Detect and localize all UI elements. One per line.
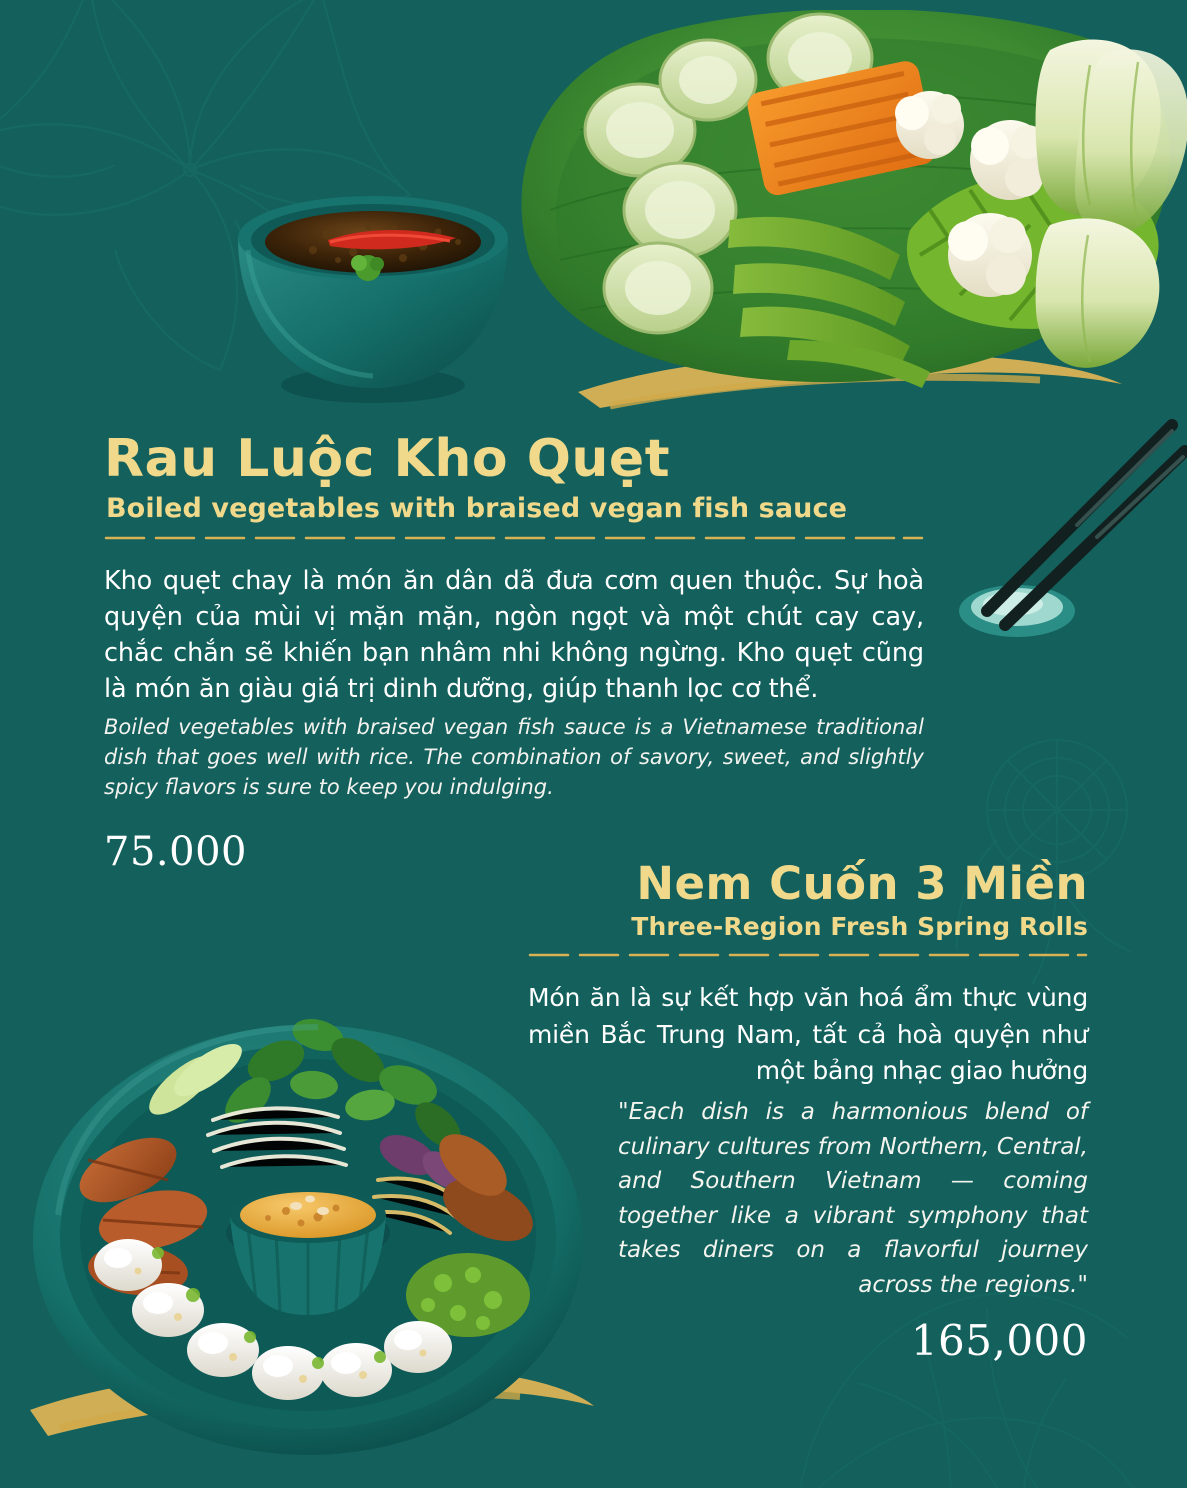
dish-1-subtitle: Boiled vegetables with braised vegan fish sauce: [106, 492, 847, 524]
dish-1-price: 75.000: [104, 828, 247, 875]
chopsticks-icon: [957, 415, 1187, 675]
dish-2-block: [528, 857, 1088, 1365]
sauce-bowl-photo: [218, 180, 528, 410]
dish-2-title: Nem Cuốn 3 Miền: [636, 857, 1088, 910]
dish-1-description-en: Boiled vegetables with braised vegan fish sauce is a Vietnamese traditional dish that goes well with rice. The combination of savory, sweet, and slightly spicy flavors is sure to keep you indulging.: [104, 715, 924, 800]
dish-2-description-vi: Món ăn là sự kết hợp văn hoá ẩm thực vùng miền Bắc Trung Nam, tất cả hoà quyện như một bảng nhạc giao hưởng: [528, 983, 1088, 1085]
dish-2-subtitle: Three-Region Fresh Spring Rolls: [631, 912, 1088, 942]
dish-1-title: Rau Luộc Kho Quẹt: [104, 429, 671, 489]
divider: [104, 534, 924, 542]
dish-1-block: [104, 429, 924, 875]
divider: [528, 951, 1088, 959]
dish-1-description-vi: Kho quẹt chay là món ăn dân dã đưa cơm quen thuộc. Sự hoà quyện của mùi vị mặn mặn, ngòn ngọt và một chút cay cay, chắc chắn sẽ khiến bạn nhâm nhi không ngừng. Kho quẹt cũng là món ăn giàu giá trị dinh dưỡng, giúp thanh lọc cơ thể.: [104, 565, 924, 705]
boiled-vegetables-photo: [490, 10, 1187, 400]
dish-1-photo-group: [0, 0, 1187, 430]
dish-2-description-en: "Each dish is a harmonious blend of culinary cultures from Northern, Central, and Southern Vietnam — coming together like a vibrant symphony that takes diners on a flavorful journey across the regions.": [618, 1099, 1088, 1298]
dish-2-price: 165,000: [910, 1316, 1088, 1365]
spring-rolls-platter-photo: [18, 965, 598, 1465]
